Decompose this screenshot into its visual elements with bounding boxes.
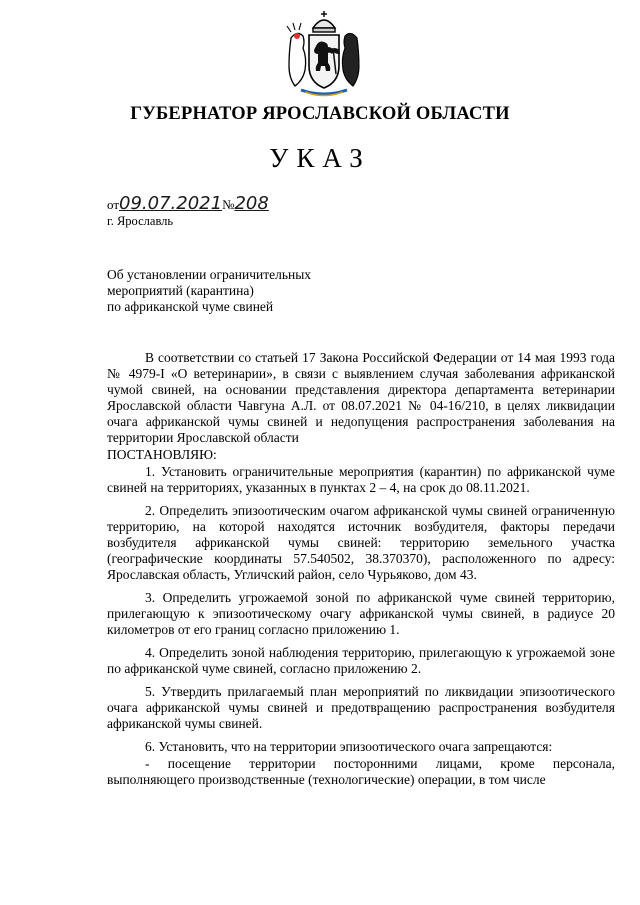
document-type-heading: УКАЗ <box>269 143 371 173</box>
coat-of-arms-emblem <box>283 8 365 98</box>
date-prefix: от <box>107 197 120 212</box>
date-number-line <box>107 193 269 214</box>
document-body <box>107 350 615 788</box>
subject-line: Об установлении ограничительных <box>107 267 312 282</box>
subject-line: мероприятий (карантина) <box>107 283 254 298</box>
document-subject <box>107 267 311 315</box>
decree-word: ПОСТАНОВЛЯЮ: <box>107 447 217 462</box>
clause-paragraph: 5. Утвердить прилагаемый план мероприятий по ликвидации эпизоотического очага африканской чумы свиней и предотвращению распространения возбудителя африканской чумы свиней. <box>107 684 615 731</box>
subject-line: по африканской чуме свиней <box>107 299 274 314</box>
clause-paragraph: 1. Установить ограничительные мероприятия (карантин) по африканской чуме свиней на территориях, указанных в пунктах 2 – 4, на срок до 08.11.2021. <box>107 464 615 495</box>
clause-paragraph: 6. Установить, что на территории эпизоотического очага запрещаются: <box>145 739 553 754</box>
city-name: г. Ярославль <box>107 214 174 228</box>
issuing-authority-title: ГУБЕРНАТОР ЯРОСЛАВСКОЙ ОБЛАСТИ <box>130 104 510 124</box>
document-number: 208 <box>234 193 269 214</box>
clause-paragraph: 2. Определить эпизоотическим очагом африканской чумы свиней ограниченную территорию, на которой находятся источник возбудителя, факторы передачи возбудителя африканской чумы свиней: территорию земельного участка (географические координаты 57.540502, 38.370370), расположенного по адресу: Ярославская область, Угличский район, село Чурьяково, дом 43. <box>107 503 615 582</box>
clause-subparagraph: - посещение территории посторонними лицами, кроме персонала, выполняющего производственные (технологические) операции, в том числе <box>107 756 615 787</box>
clause-paragraph: 3. Определить угрожаемой зоной по африканской чуме свиней территорию, прилегающую к эпизоотическому очагу африканской чумы свиней, в радиусе 20 километров от его границ согласно приложению 1. <box>107 590 615 637</box>
document-date: 09.07.2021 <box>119 193 223 214</box>
number-prefix: № <box>222 197 235 212</box>
clause-paragraph: 4. Определить зоной наблюдения территорию, прилегающую к угрожаемой зоне по африканской чуме свиней, согласно приложению 2. <box>107 645 615 676</box>
preamble-paragraph: В соответствии со статьей 17 Закона Российской Федерации от 14 мая 1993 года № 4979-I «О ветеринарии», в связи с выявлением случая заболевания африканской чумой свиней, на основании представления директора департамента ветеринарии Ярославской области Чавгуна А.Л. от 08.07.2021 № 04-16/210, в целях ликвидации очага африканской чумы свиней и недопущения распространения заболевания на территории Ярославской области <box>107 350 615 445</box>
